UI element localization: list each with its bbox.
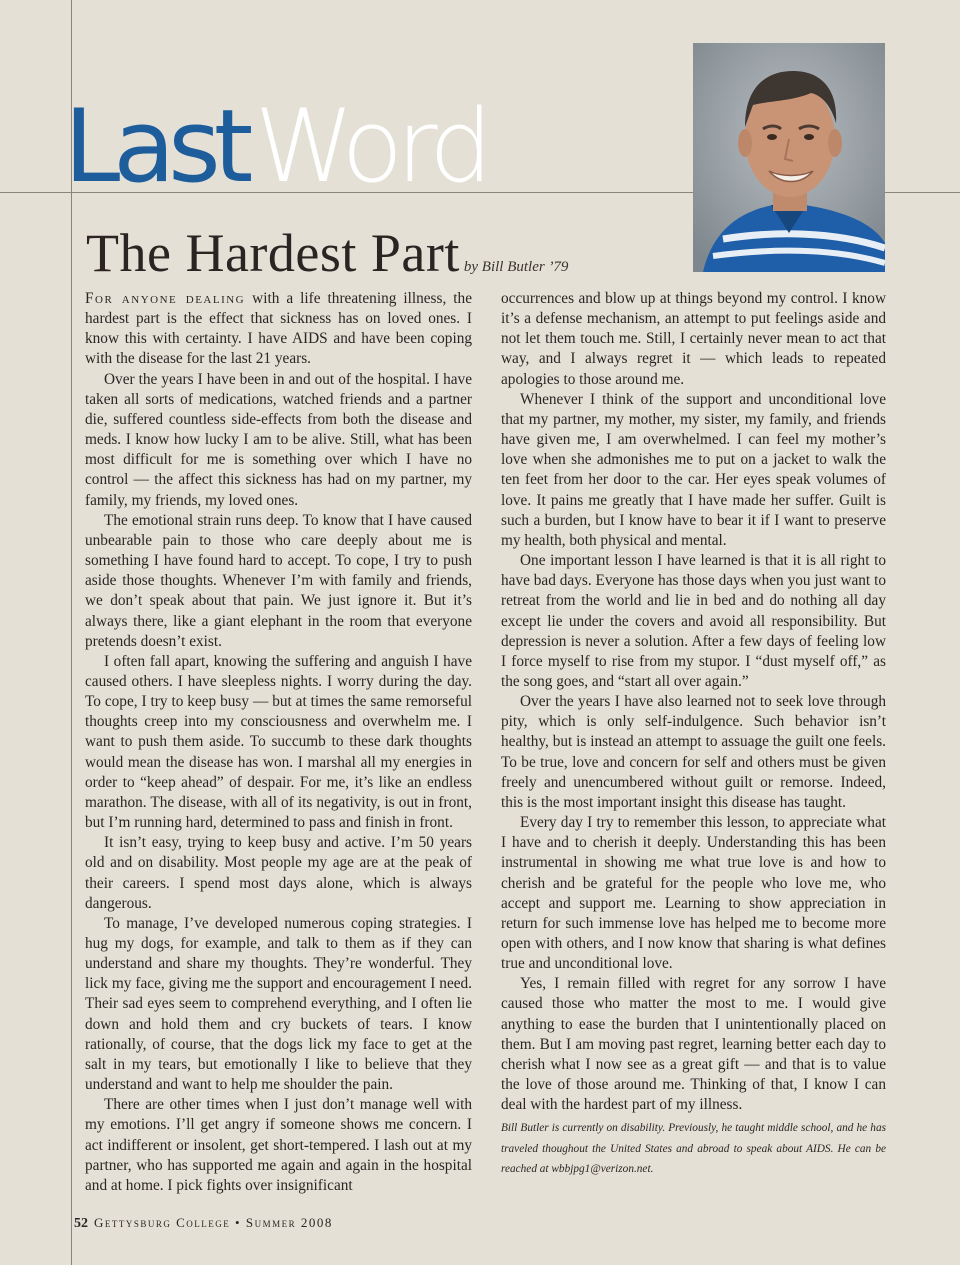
paragraph: The emotional strain runs deep. To know that I have caused unbearable pain to those who care deeply about me is something I have found hard to accept. To cope, I try to push aside those thoughts. Whenever I’m with family and friends, we don’t speak about that pain. We just ignore it. But it’s always there, like a giant elephant in the room that everyone pretends doesn’t exist. <box>85 511 472 650</box>
paragraph: Over the years I have also learned not to seek love through pity, which is only self-indulgence. Such behavior isn’t healthy, but is instead an attempt to assuage the guilt one feels. To be true, love and concern for self and others must be given freely and unencumbered without guilt or remorse. Indeed, this is the most important insight this disease has taught. <box>501 693 886 811</box>
article-title: The Hardest Part <box>86 223 460 283</box>
paragraph: It isn’t easy, trying to keep busy and active. I’m 50 years old and on disability. Most people my age are at the peak of their careers. I spend most days alone, which is always dangerous. <box>85 834 472 912</box>
lead-in: For anyone dealing <box>85 290 246 307</box>
page-number: 52 <box>74 1216 88 1231</box>
paragraph: Every day I try to remember this lesson, to appreciate what I have and to cherish it deeply. Understanding this has been instrumental in showing me what true love is and how to cherish and be grateful for the people who love me, who accept and support me. Learning to show appreciation in return for such immense love has helped me to become more open with others, and I now know that sharing is what defines true and unconditional love. <box>501 814 886 973</box>
paragraph: Yes, I remain filled with regret for any sorrow I have caused those who matter the most to me. I would give anything to ease the burden that I unintentionally placed on them. But I am moving past regret, learning better each day to cherish what I now see as a great gift — and that is to value the love of those around me. Thinking of that, I know I can deal with the hardest part of my illness. <box>501 975 886 1114</box>
page-footer <box>74 1215 333 1232</box>
paragraph <box>85 289 472 370</box>
author-bio: Bill Butler is currently on disability. Previously, he taught middle school, and he has traveled thoughout the United States and abroad to speak about AIDS. He can be reached at wbbjpg1@verizon.net. <box>501 1122 886 1176</box>
paragraph: Over the years I have been in and out of the hospital. I have taken all sorts of medications, watched friends and a partner die, suffered countless side-effects from both the disease and meds. I know how lucky I am to be alive. Still, what has been most difficult for me is something over which I have no control — the affect this sickness has had on my partner, my family, my friends, my loved ones. <box>85 370 472 509</box>
article-column-right <box>501 289 886 1180</box>
paragraph: There are other times when I just don’t manage well with my emotions. I’ll get angry if someone shows me concern. I act indifferent or insolent, get short-tempered. I lash out at my partner, who has supported me again and again in the hospital and at home. I pick fights over insignificant <box>85 1096 472 1194</box>
paragraph: occurrences and blow up at things beyond my control. I know it’s a defense mechanism, an attempt to put feelings aside and not let them touch me. Still, I certainly never mean to act that way, and I always regret it — which leads to repeated apologies to those around me. <box>501 290 886 388</box>
article-byline: by Bill Butler ’79 <box>463 259 569 275</box>
paragraph: I often fall apart, knowing the suffering and anguish I have caused others. I have sleepless nights. I worry during the day. To cope, I try to keep busy — but at times the same remorseful thoughts creep into my consciousness and overwhelm me. I want to push them aside. To succumb to these dark thoughts would mean the disease has won. I marshal all my energies in order to “keep ahead” of despair. For me, it’s like an endless marathon. The disease, with all of its negativity, is out in front, but I’m running hard, determined to pass and finish in front. <box>85 652 472 832</box>
author-portrait-drawing <box>693 43 885 272</box>
paragraph: Whenever I think of the support and unconditional love that my partner, my mother, my sister, my family, and friends have given me, I am overwhelmed. I can feel my mother’s love when she admonishes me to put on a jacket to walk the ten feet from her door to the car. Her eyes speak volumes of love. It pains me greatly that I have made her suffer. Guilt is such a burden, but I know have to bear it if I want to preserve my health, both physical and mental. <box>501 390 886 549</box>
paragraph-text: with a life threatening illness, the hardest part is the effect that sickness has on loved ones. I know this with certainty. I have AIDS and have been coping with the disease for the last 21 years. <box>85 290 472 368</box>
article-column-left <box>85 289 472 1196</box>
section-masthead <box>64 87 486 205</box>
author-portrait <box>693 43 885 272</box>
masthead-word: Word <box>254 87 486 205</box>
publication-name: Gettysburg College • Summer 2008 <box>94 1215 333 1230</box>
header-rule-right <box>885 192 960 193</box>
article-heading <box>86 222 568 284</box>
paragraph: One important lesson I have learned is that it is all right to have bad days. Everyone has those days when you just want to retreat from the world and lie in bed and do nothing all day except lie under the covers and avoid all responsibility. But depression is never a solution. After a few days of feeling low I force myself to rise from my stupor. I “dust myself off,” as the song goes, and “start all over again.” <box>501 552 886 690</box>
paragraph: To manage, I’ve developed numerous coping strategies. I hug my dogs, for example, and talk to them as if they can understand and share my thoughts. They’re wonderful. They lick my face, giving me the support and encouragement I need. Their sad eyes seem to comprehend everything, and I often lie down and hold them and cry buckets of tears. I know rationally, of course, that the dogs lick my face to get at the salt in my tears, but emotionally I like to believe that they understand and want to help me shoulder the pain. <box>85 914 472 1094</box>
masthead-last: Last <box>64 87 247 205</box>
